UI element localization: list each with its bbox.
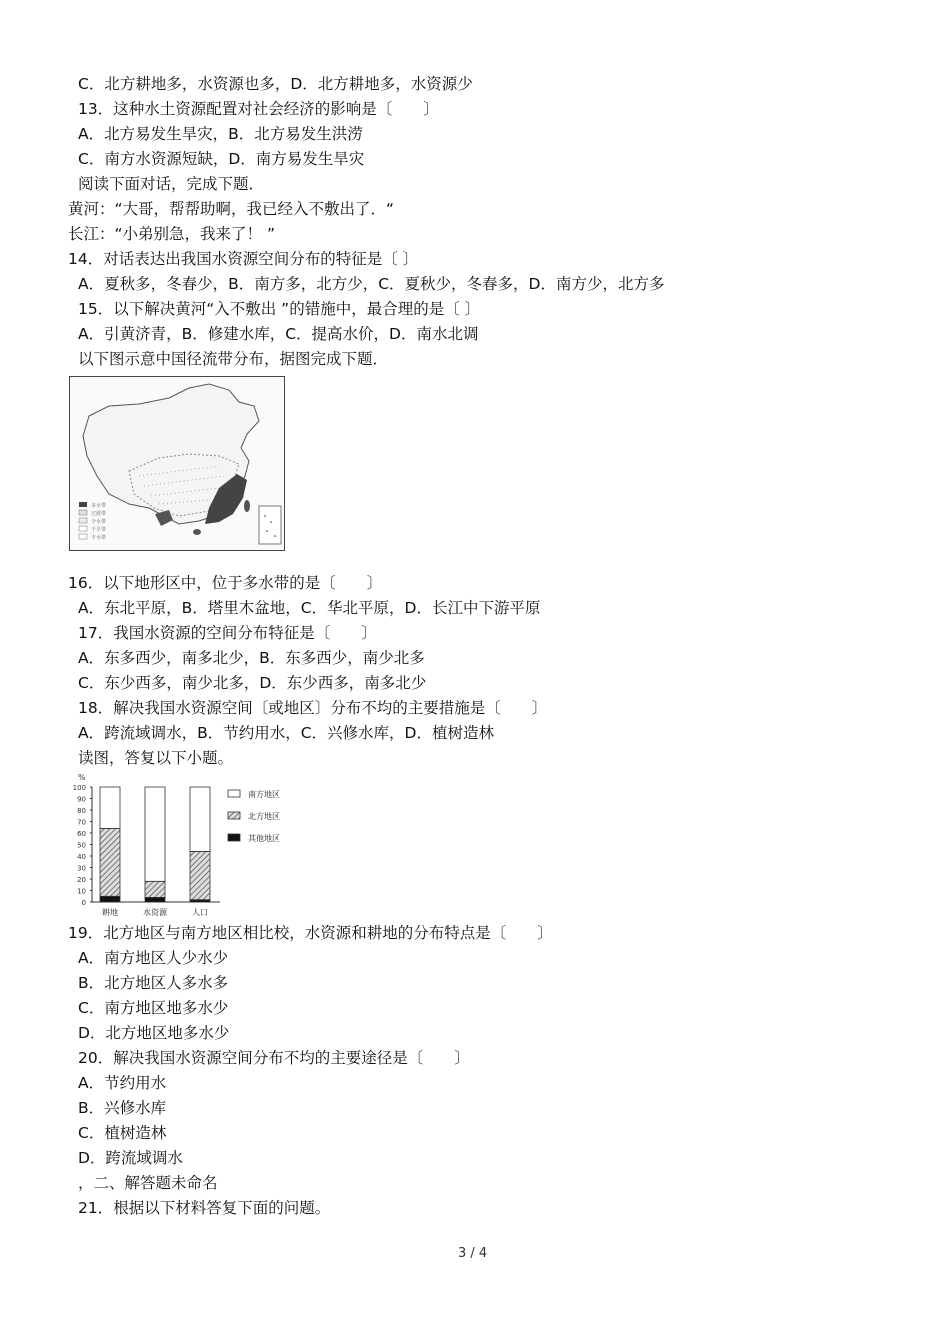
y-tick-label: 10 [77, 887, 86, 896]
page-number: 3 / 4 [458, 1246, 488, 1261]
line-3: A．北方易发生旱灾，B．北方易发生洪涝 [78, 125, 363, 143]
line-19: A．跨流域调水，B．节约用水，C．兴修水库，D．植树造林 [78, 724, 494, 742]
bar-2-1 [190, 851, 210, 899]
bar-0-1 [100, 828, 120, 896]
legend-label: 其他地区 [248, 834, 280, 843]
south-sea-inset [259, 506, 281, 544]
x-tick-label: 耕地 [102, 908, 118, 917]
line-14: A．东北平原，B．塔里木盆地，C．华北平原，D．长江中下游平原 [78, 599, 541, 617]
china-runoff-map [69, 376, 285, 551]
legend-swatch [228, 790, 240, 797]
y-tick-label: 90 [77, 795, 86, 804]
line-4: C．南方水资源短缺，D．南方易发生旱灾 [78, 150, 365, 168]
bar-0-0 [100, 896, 120, 902]
x-tick-label: 水资源 [143, 908, 167, 917]
legend-5: 丰水带 [91, 535, 107, 541]
legend-label: 北方地区 [248, 812, 280, 821]
x-tick-label: 人口 [192, 908, 208, 917]
line-6: 黄河：“大哥，帮帮助啊，我已经入不敷出了．“ [68, 200, 395, 218]
y-tick-label: 80 [77, 807, 86, 815]
section-heading: ，二、解答题未命名 [78, 1174, 218, 1192]
option-19b: B．北方地区人多水多 [78, 974, 229, 992]
y-tick-label: 30 [77, 864, 86, 873]
question-14: 14．对话表达出我国水资源空间分布的特征是〔 〕 [68, 250, 419, 268]
line-17: C．东少西多，南少北多，D．东少西多，南多北少 [78, 674, 427, 692]
legend-swatch [228, 812, 240, 819]
line-1: C．北方耕地多，水资源也多，D．北方耕地多，水资源少 [78, 75, 473, 93]
question-19: 19．北方地区与南方地区相比校，水资源和耕地的分布特点是〔 〕 [68, 924, 553, 942]
line-5: 阅读下面对话，完成下题． [78, 175, 265, 193]
bar-1-2 [145, 787, 165, 881]
y-tick-label: 0 [81, 899, 86, 907]
question-16: 16．以下地形区中，位于多水带的是〔 〕 [68, 574, 383, 592]
y-tick-label: 20 [77, 876, 86, 884]
question-15: 15．以下解决黄河“入不敷出 ”的错施中，最合理的是〔 〕 [78, 300, 481, 318]
question-17: 17．我国水资源的空间分布特征是〔 〕 [78, 624, 377, 642]
question-21: 21．根据以下材料答复下面的问题。 [78, 1199, 331, 1217]
option-19d: D．北方地区地多水少 [78, 1024, 230, 1042]
line-16: A．东多西少，南多北少，B．东多西少，南少北多 [78, 649, 425, 667]
y-tick-label: 70 [77, 818, 86, 827]
bar-1-0 [145, 897, 165, 902]
y-tick-label: 60 [77, 830, 86, 838]
y-tick-label: 100 [72, 784, 86, 792]
legend-2: 过渡带 [91, 511, 107, 517]
legend-1: 多水带 [91, 503, 107, 509]
option-19a: A．南方地区人少水少 [78, 949, 229, 967]
resource-distribution-chart [70, 772, 310, 920]
option-19c: C．南方地区地多水少 [78, 999, 229, 1017]
option-20d: D．跨流域调水 [78, 1149, 183, 1167]
question-20: 20．解决我国水资源空间分布不均的主要途径是〔 〕 [78, 1049, 470, 1067]
bar-1-1 [145, 881, 165, 897]
line-20: 读图，答复以下小题。 [78, 749, 234, 767]
line-9: A．夏秋多，冬春少，B．南方多，北方少，C．夏秋少，冬春多，D．南方少，北方多 [78, 275, 665, 293]
y-tick-label: 40 [77, 853, 86, 861]
legend-3: 少水带 [91, 519, 107, 525]
question-13: 13．这种水土资源配置对社会经济的影响是〔 〕 [78, 100, 439, 118]
line-12: 以下图示意中国径流带分布，据图完成下题． [78, 350, 389, 368]
legend-swatch [228, 834, 240, 841]
option-20c: C．植树造林 [78, 1124, 167, 1142]
y-tick-label: 50 [77, 841, 86, 850]
option-20b: B．兴修水库 [78, 1099, 167, 1117]
bar-2-2 [190, 787, 210, 851]
line-7: 长江：“小弟别急，我来了！ ” [68, 225, 275, 243]
question-18: 18．解决我国水资源空间〔或地区〕分布不均的主要措施是〔 〕 [78, 699, 548, 717]
line-11: A．引黄济青，B．修建水库，C．提高水价，D．南水北调 [78, 325, 479, 343]
y-axis-label: % [78, 773, 86, 782]
legend-4: 干旱带 [91, 527, 107, 533]
option-20a: A．节约用水 [78, 1074, 167, 1092]
bar-0-2 [100, 787, 120, 828]
legend-label: 南方地区 [248, 790, 280, 799]
